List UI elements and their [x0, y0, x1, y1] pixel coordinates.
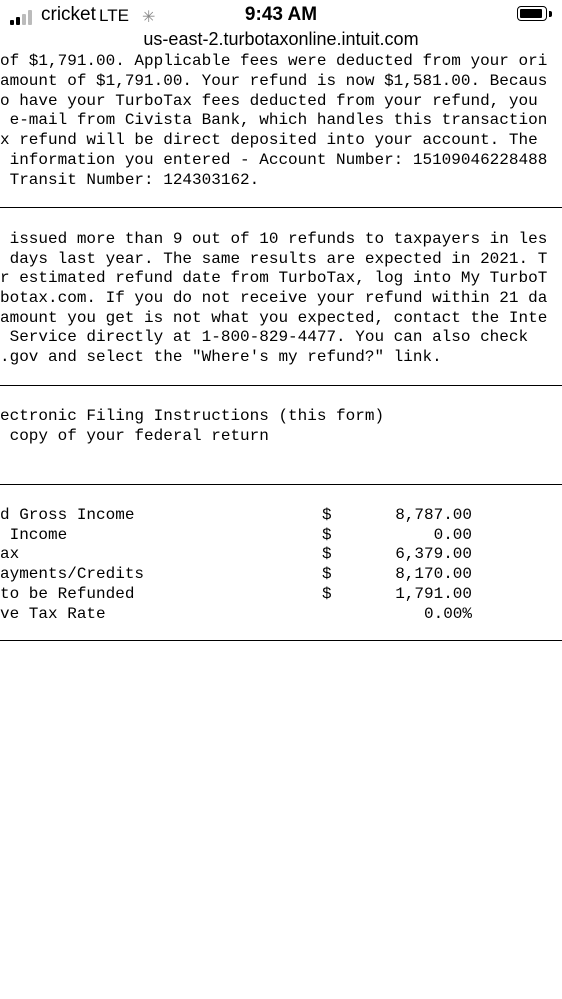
- summary-amount: 0.00: [433, 526, 472, 544]
- filing-instructions-document: [0, 50, 562, 999]
- carrier-name: cricket: [41, 4, 96, 25]
- summary-label: d Gross Income: [0, 506, 135, 524]
- doc-line: botax.com. If you do not receive your refund within 21 da: [0, 289, 548, 307]
- summary-row: [0, 584, 562, 604]
- doc-line: of $1,791.00. Applicable fees were deducted from your ori: [0, 52, 548, 70]
- summary-label: ve Tax Rate: [0, 605, 106, 623]
- doc-line: e-mail from Civista Bank, which handles this transaction: [0, 111, 548, 129]
- section-divider: [0, 640, 562, 641]
- doc-line: information you entered - Account Number: 15109046228488: [0, 151, 548, 169]
- currency-symbol: $: [322, 506, 332, 524]
- currency-symbol: $: [322, 585, 332, 603]
- section-divider: [0, 207, 562, 208]
- summary-row: [0, 564, 562, 584]
- doc-line: ectronic Filing Instructions (this form): [0, 407, 385, 425]
- loading-spinner-icon: ✳: [142, 9, 156, 26]
- battery-icon: [517, 6, 547, 21]
- doc-line: issued more than 9 out of 10 refunds to taxpayers in les: [0, 230, 548, 248]
- summary-row: [0, 505, 562, 525]
- doc-line: amount of $1,791.00. Your refund is now $1,581.00. Becaus: [0, 72, 548, 90]
- summary-row: [0, 604, 562, 624]
- network-type: LTE: [99, 6, 129, 25]
- summary-label: to be Refunded: [0, 585, 135, 603]
- doc-line: x refund will be direct deposited into your account. The: [0, 131, 548, 149]
- currency-symbol: $: [322, 565, 332, 583]
- summary-amount: 1,791.00: [395, 585, 472, 603]
- summary-label: ax: [0, 545, 20, 563]
- section-divider: [0, 484, 562, 485]
- doc-line: .gov and select the "Where's my refund?" link.: [0, 348, 442, 366]
- doc-line: amount you get is not what you expected, contact the Inte: [0, 309, 548, 327]
- section-divider: [0, 385, 562, 386]
- doc-line: r estimated refund date from TurboTax, log into My TurboT: [0, 269, 548, 287]
- currency-symbol: $: [322, 526, 332, 544]
- doc-line: days last year. The same results are expected in 2021. T: [0, 250, 548, 268]
- summary-amount: 8,787.00: [395, 506, 472, 524]
- summary-label: ayments/Credits: [0, 565, 145, 583]
- summary-row: [0, 544, 562, 564]
- currency-symbol: $: [322, 545, 332, 563]
- doc-line: Service directly at 1-800-829-4477. You can also check: [0, 328, 529, 346]
- battery-cap: [549, 11, 552, 17]
- summary-amount: 0.00%: [423, 605, 472, 623]
- doc-line: copy of your federal return: [0, 427, 269, 445]
- summary-row: [0, 525, 562, 545]
- summary-label: Income: [0, 526, 68, 544]
- summary-amount: 6,379.00: [395, 545, 472, 563]
- summary-amount: 8,170.00: [395, 565, 472, 583]
- status-time: 9:43 AM: [244, 4, 318, 25]
- address-bar[interactable]: us-east-2.turbotaxonline.intuit.com: [143, 29, 419, 49]
- doc-line: Transit Number: 124303162.: [0, 171, 260, 189]
- status-bar: [0, 0, 562, 30]
- doc-line: o have your TurboTax fees deducted from your refund, you: [0, 92, 548, 110]
